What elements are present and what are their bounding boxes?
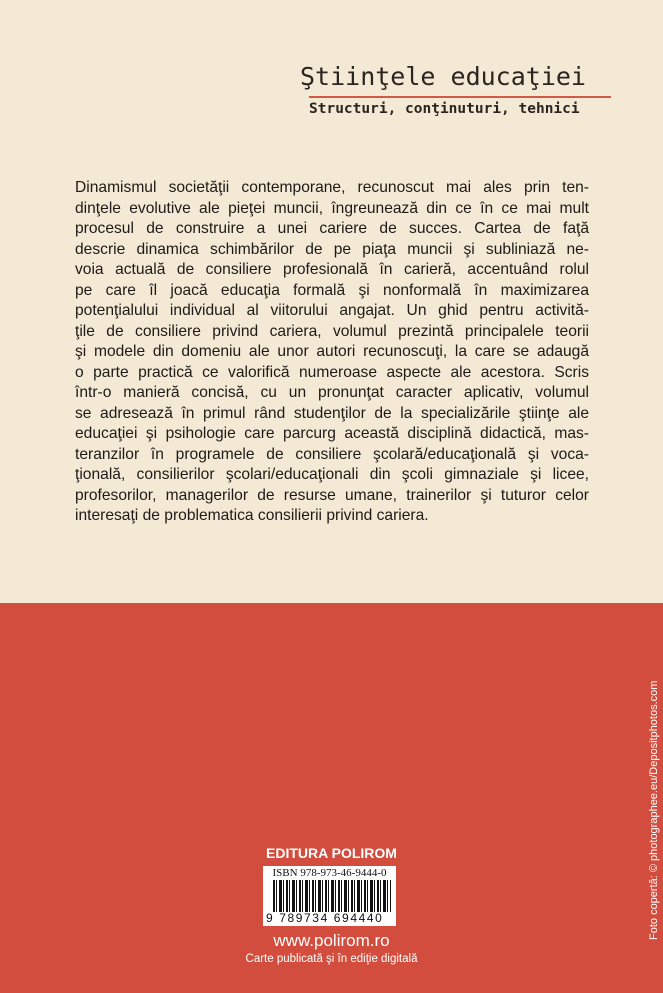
- isbn-label: ISBN 978-973-46-9444-0: [272, 867, 387, 879]
- blurb-line: ţională, consilierilor şcolari/educaţionali din şcoli gimnaziale şi licee,: [75, 466, 589, 483]
- blurb-line: şi modele din domeniu ale unor autori recunoscuţi, la care se adaugă: [75, 343, 589, 360]
- publisher-url[interactable]: www.polirom.ro: [273, 931, 390, 950]
- blurb-line: ţile de consiliere privind cariera, volumul prezintă principalele teorii: [75, 322, 589, 340]
- publisher-name: EDITURA POLIROM: [266, 845, 397, 861]
- blurb-line: dinţele evolutive ale pieţei muncii, îngreunează din ce în ce mai mult: [75, 199, 589, 217]
- blurb-line: o parte practică ce valorifică numeroase aspecte ale acestora. Scris: [75, 363, 589, 381]
- blurb-line: într-o manieră concisă, cu un pronunţat caracter aplicativ, volumul: [75, 384, 589, 401]
- blurb-line: pe care îl joacă educaţia formală şi nonformală în maximizarea: [75, 281, 589, 299]
- photo-credit: Foto copertă: © photographee.eu/Depositphotos.com: [648, 680, 660, 940]
- blurb-line: interesaţi de problematica consilierii privind cariera.: [75, 507, 429, 524]
- barcode-digits: 9 789734 694440: [266, 911, 384, 925]
- blurb-text: [75, 178, 589, 527]
- book-title: Ştiinţele educaţiei: [300, 62, 586, 91]
- blurb-line: Dinamismul societăţii contemporane, recunoscut mai ales prin ten-: [75, 179, 589, 196]
- blurb-line: se adresează în primul rând studenţilor de la specializările ştiinţe ale: [75, 404, 589, 422]
- blurb-line: potenţialului individual al viitorului angajat. Un ghid pentru activită-: [75, 302, 589, 319]
- blurb-line: teranzilor în programele de consiliere şcolară/educaţională şi voca-: [75, 445, 589, 463]
- blurb-line: procesul de construire a unei cariere de succes. Cartea de faţă: [75, 220, 589, 237]
- blurb-line: voia actuală de consiliere profesională în carieră, accentuând rolul: [75, 261, 589, 278]
- barcode-bars: [273, 880, 391, 912]
- blurb-line: educaţiei şi psihologie care parcurg această disciplină didactică, mas-: [75, 425, 589, 442]
- digital-edition-note: Carte publicată şi în ediţie digitală: [245, 953, 418, 965]
- book-subtitle: Structuri, conţinuturi, tehnici: [309, 101, 580, 117]
- barcode-box: [263, 866, 396, 926]
- blurb-line: profesorilor, managerilor de resurse umane, trainerilor şi tuturor celor: [75, 486, 589, 504]
- title-rule: [309, 96, 611, 98]
- blurb-line: descrie dinamica schimbărilor de pe piaţa muncii şi subliniază ne-: [75, 240, 589, 258]
